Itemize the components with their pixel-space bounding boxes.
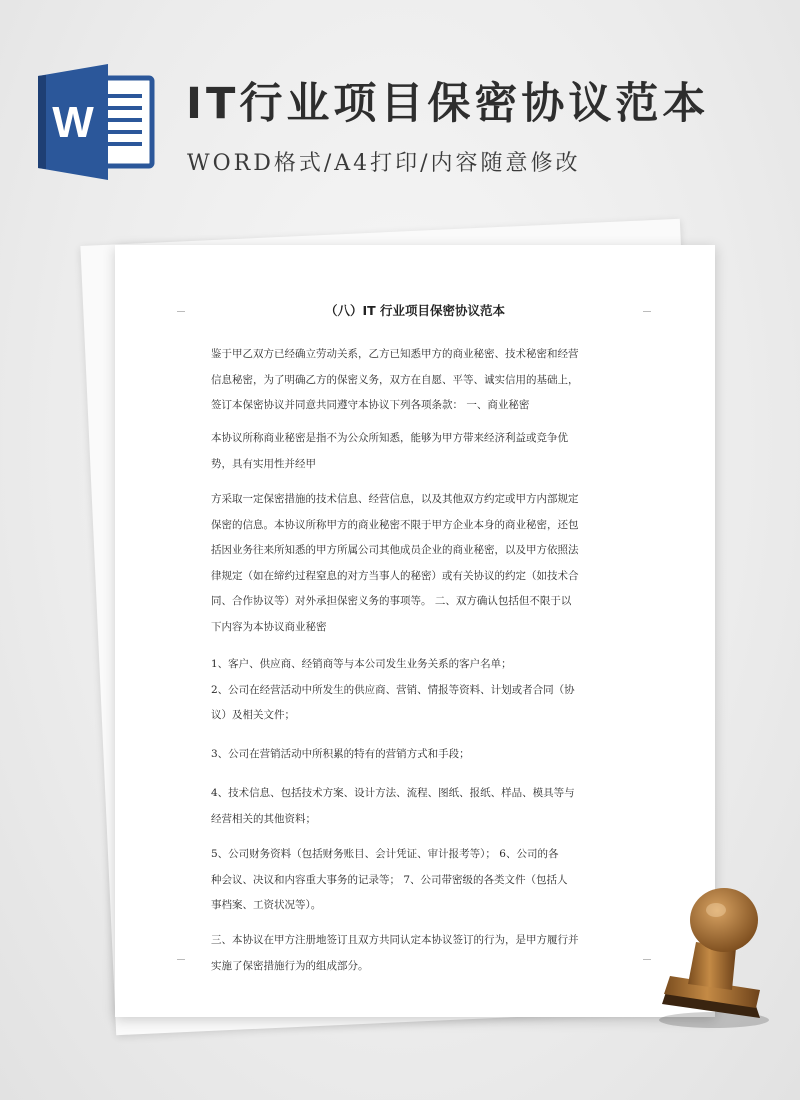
word-logo-icon bbox=[38, 64, 158, 180]
document-title: （八）IT 行业项目保密协议范本 bbox=[324, 303, 506, 318]
document-page bbox=[115, 245, 715, 1017]
crop-mark bbox=[177, 959, 185, 960]
paragraph-definition: 本协议所称商业秘密是指不为公众所知悉，能够为甲方带来经济利益或竞争优 势，具有实用性并经甲 bbox=[211, 432, 568, 470]
page-subtitle: WORD格式/A4打印/内容随意修改 bbox=[187, 151, 581, 176]
list-item-4: 4、技术信息、包括技术方案、设计方法、流程、图纸、报纸、样品、模具等与 经营相关的其他资料； bbox=[211, 787, 575, 825]
crop-mark bbox=[643, 959, 651, 960]
list-item-3: 3、公司在营销活动中所积累的特有的营销方式和手段； bbox=[211, 748, 470, 760]
paragraph-scope: 方采取一定保密措施的技术信息、经营信息，以及其他双方约定或甲方内部规定 保密的信息。本协议所称甲方的商业秘密不限于甲方企业本身的商业秘密，还包 括因业务往来所知悉的甲方所属公司其他成员企业的商业秘密，以及甲方依照法 律规定（如在缔约过程窒息的对方当事人的秘密）或有关协议的约定（如技术合 同、合作协议等）对外承担保密义务的事项等。 二、双方确认包括但不限于以 下内容为本协议商业秘密 bbox=[211, 493, 579, 633]
page-title: IT行业项目保密协议范本 bbox=[186, 79, 710, 129]
paragraph-clause-3: 三、本协议在甲方注册地签订且双方共同认定本协议签订的行为，是甲方履行并 实施了保密措施行为的组成部分。 bbox=[211, 934, 579, 972]
list-item-5-7: 5、公司财务资料（包括财务账目、会计凭证、审计报考等）； 6、公司的各 种会议、决议和内容重大事务的记录等； 7、公司带密级的各类文件（包括人 事档案、工资状况等）。 bbox=[211, 848, 568, 911]
word-logo-letter: W bbox=[52, 98, 94, 147]
wooden-stamp-icon bbox=[652, 880, 782, 1030]
paragraph-intro: 鉴于甲乙双方已经确立劳动关系，乙方已知悉甲方的商业秘密、技术秘密和经营 信息秘密，为了明确乙方的保密义务，双方在自愿、平等、诚实信用的基础上， 签订本保密协议并同意共同遵守本协议下列各项条款： 一、商业秘密 bbox=[211, 348, 579, 411]
list-item-1-2: 1、客户、供应商、经销商等与本公司发生业务关系的客户名单； 2、公司在经营活动中所发生的供应商、营销、情报等资料、计划或者合同（协 议）及相关文件； bbox=[211, 658, 575, 721]
